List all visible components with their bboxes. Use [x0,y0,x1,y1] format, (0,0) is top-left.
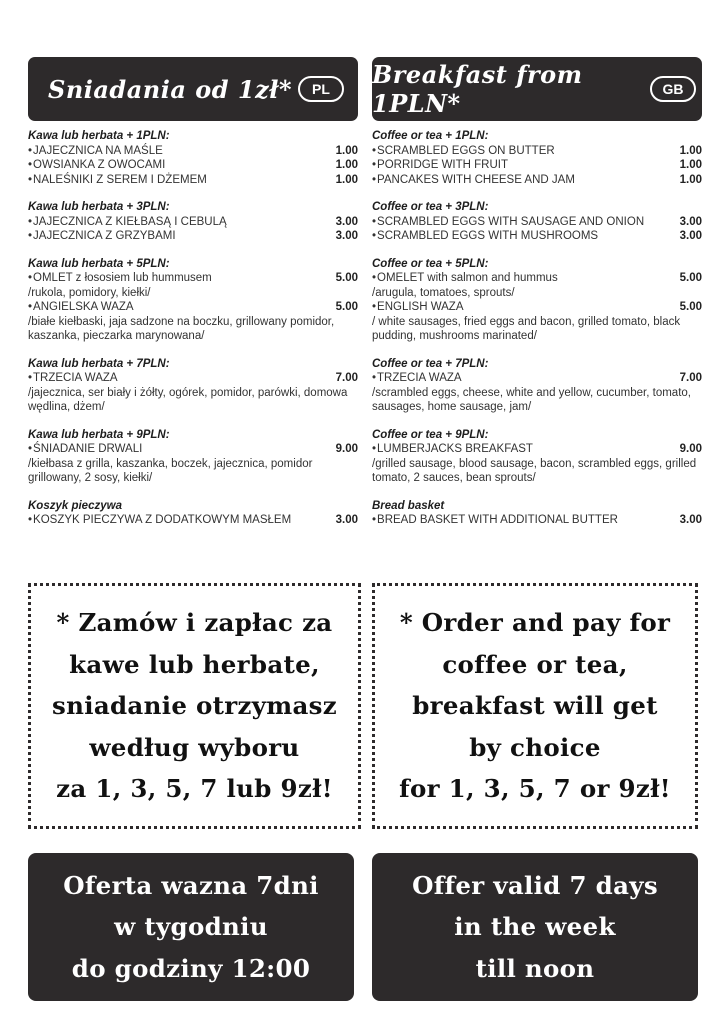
section-title: Coffee or tea + 1PLN: [372,130,489,142]
menu-item [28,300,358,315]
menu-item-price: 5.00 [679,272,702,284]
menu-item-description: /jajecznica, ser biały i żółty, ogórek, pomidor, parówki, domowa wędlina, dżem/ [28,386,348,413]
menu-item-name: • PANCAKES WITH CHEESE AND JAM [372,173,575,188]
section-title: Coffee or tea + 5PLN: [372,257,489,270]
menu-item-name: • SCRAMBLED EGGS WITH MUSHROOMS [372,229,598,244]
menu-item [372,144,702,159]
section-title: Kawa lub herbata + 1PLN: [28,130,170,142]
menu-item-price: 5.00 [679,301,702,313]
menu-section [28,200,358,244]
menu-item [28,513,358,528]
menu-item [372,271,702,286]
menu-item [372,215,702,230]
menu-item-price: 3.00 [679,514,702,526]
menu-item-name: • JAJECZNICA NA MAŚLE [28,144,163,159]
menu-item-price: 3.00 [679,215,702,228]
menu-item-description: /rukola, pomidory, kiełki/ [28,286,151,299]
menu-item-price: 3.00 [335,514,358,526]
menu-item-price: 1.00 [679,173,702,186]
menu-item [28,215,358,230]
menu-section [28,428,358,486]
menu-item-price: 7.00 [679,372,702,384]
polish-menu-header [28,57,358,121]
menu-item-name: • LUMBERJACKS BREAKFAST [372,442,533,457]
menu-item-price: 9.00 [335,443,358,455]
menu-item [28,144,358,159]
language-badge-gb: GB [650,76,696,102]
menu-section [372,200,702,244]
section-title: Kawa lub herbata + 5PLN: [28,257,170,270]
menu-item-name: • ENGLISH WAZA [372,300,464,315]
menu-item [372,173,702,188]
menu-section [28,499,358,528]
section-title: Coffee or tea + 3PLN: [372,201,489,213]
menu-item [372,371,702,386]
polish-menu-list [28,129,358,528]
menu-item-name: • SCRAMBLED EGGS ON BUTTER [372,144,555,159]
section-title: Koszyk pieczywa [28,499,122,512]
menu-item-name: • PORRIDGE WITH FRUIT [372,158,508,173]
menu-item-name: • TRZECIA WAZA [372,371,462,386]
menu-item-price: 1.00 [335,173,358,186]
menu-item-name: • JAJECZNICA Z KIEŁBASĄ I CEBULĄ [28,215,227,230]
section-title: Coffee or tea + 9PLN: [372,428,489,441]
menu-item-name: • ANGIELSKA WAZA [28,300,134,315]
section-title: Kawa lub herbata + 7PLN: [28,357,170,370]
section-title: Coffee or tea + 7PLN: [372,357,489,370]
menu-item-price: 5.00 [335,301,358,313]
menu-item-name: • KOSZYK PIECZYWA Z DODATKOWYM MASŁEM [28,513,291,528]
english-menu-header [372,57,702,121]
english-menu-list [372,129,702,528]
menu-item-name: • OMELET with salmon and hummus [372,271,558,286]
menu-item [372,442,702,457]
language-badge-pl: PL [298,76,344,102]
english-notice-text: * Order and pay for coffee or tea, breakfast will get by choice for 1, 3, 5, 7 or 9zł! [399,608,671,804]
menu-item-name: • OWSIANKA Z OWOCAMI [28,158,165,173]
english-offer-banner [372,853,698,1001]
menu-item [28,371,358,386]
menu-item-price: 1.00 [335,159,358,171]
menu-section [372,257,702,344]
menu-item-name: • SCRAMBLED EGGS WITH SAUSAGE AND ONION [372,215,644,230]
menu-item [28,158,358,173]
polish-notice-text: * Zamów i zapłac za kawe lub herbate, sniadanie otrzymasz według wyboru za 1, 3, 5, 7 lub 9zł! [52,608,337,804]
english-menu-title: Breakfast from 1PLN* [372,60,583,118]
menu-item-name: • OMLET z łososiem lub hummusem [28,271,212,286]
menu-section [372,499,702,528]
menu-item [28,229,358,244]
menu-item-name: • JAJECZNICA Z GRZYBAMI [28,229,176,244]
menu-item-description: /białe kiełbaski, jaja sadzone na boczku, grillowany pomidor, kaszanka, pieczarka marynowana/ [28,315,335,342]
menu-item-price: 7.00 [335,372,358,384]
menu-item-price: 9.00 [679,443,702,455]
menu-item-name: • ŚNIADANIE DRWALI [28,442,142,457]
menu-item-price: 3.00 [335,230,358,242]
menu-item-description: / white sausages, fried eggs and bacon, grilled tomato, black pudding, mushrooms marinated/ [372,315,681,342]
menu-item [372,300,702,315]
menu-item [372,229,702,244]
menu-item [28,173,358,188]
menu-item [372,513,702,528]
menu-section [28,357,358,415]
menu-item [28,442,358,457]
polish-offer-banner [28,853,354,1001]
menu-item-name: • NALEŚNIKI Z SEREM I DŻEMEM [28,173,207,188]
section-title: Kawa lub herbata + 9PLN: [28,428,170,441]
menu-item-price: 5.00 [335,272,358,284]
menu-item-name: • TRZECIA WAZA [28,371,118,386]
menu-section [372,357,702,415]
menu-item-name: • BREAD BASKET WITH ADDITIONAL BUTTER [372,513,618,528]
menu-item-description: /scrambled eggs, cheese, white and yellow, cucumber, tomato, sausages, home sausage, jam/ [372,386,691,413]
polish-order-notice [28,583,361,829]
polish-offer-text: Oferta wazna 7dni w tygodniu do godziny 12:00 [63,870,319,983]
english-offer-text: Offer valid 7 days in the week till noon [412,870,658,983]
section-title: Kawa lub herbata + 3PLN: [28,201,170,213]
menu-item [372,158,702,173]
menu-section [372,428,702,486]
menu-section [372,129,702,187]
menu-item-price: 3.00 [335,215,358,228]
menu-item-description: /kiełbasa z grilla, kaszanka, boczek, jajecznica, pomidor grillowany, 2 sosy, kiełki/ [28,457,313,484]
section-title: Bread basket [372,499,445,512]
english-order-notice [372,583,698,829]
menu-section [28,129,358,187]
menu-item-description: /grilled sausage, blood sausage, bacon, scrambled eggs, grilled tomato, 2 sauces, bean sprouts/ [372,457,697,484]
menu-section [28,257,358,344]
menu-item-description: /arugula, tomatoes, sprouts/ [372,286,515,299]
menu-item [28,271,358,286]
menu-item-price: 3.00 [679,230,702,242]
polish-menu-title: Sniadania od 1zł* [47,74,292,104]
menu-item-price: 1.00 [679,144,702,157]
menu-item-price: 1.00 [679,159,702,171]
polish-menu-column [28,57,358,541]
menu-item-price: 1.00 [335,144,358,157]
english-menu-column [372,57,702,541]
